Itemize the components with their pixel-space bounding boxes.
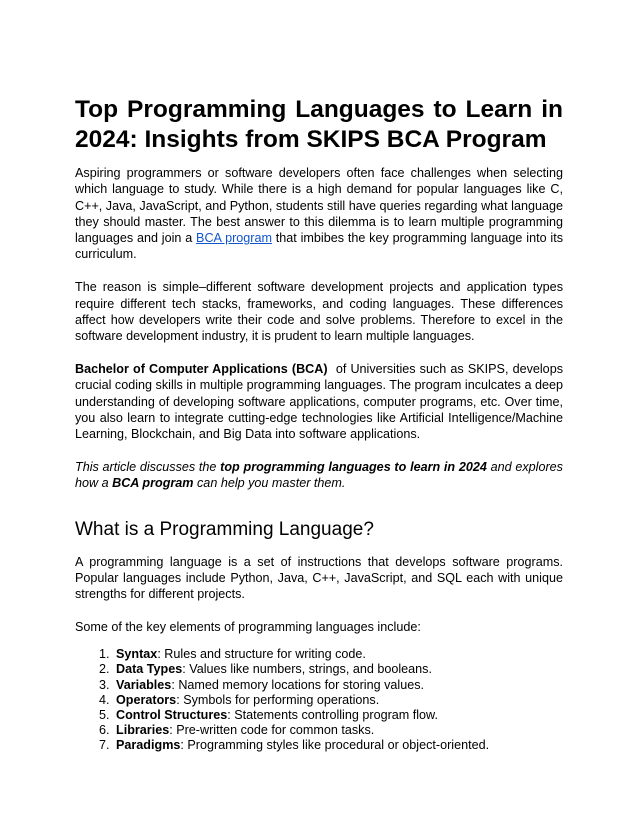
element-term: Variables [116, 677, 172, 692]
note-part3: can help you master them. [193, 476, 346, 491]
element-term: Data Types [116, 662, 183, 677]
element-desc: : Symbols for performing operations. [176, 692, 380, 707]
list-item [113, 723, 563, 738]
note-part2: and explores how a [75, 459, 563, 491]
element-desc: : Programming styles like procedural or object-oriented. [180, 738, 490, 753]
element-term: Paradigms [116, 738, 181, 753]
element-term: Operators [116, 692, 177, 707]
intro-text-after-link: that imbibes the key programming language into its curriculum. [75, 231, 563, 262]
element-term: Control Structures [116, 708, 228, 723]
document-page [75, 95, 567, 754]
list-item [113, 647, 563, 662]
element-desc: : Pre-written code for common tasks. [169, 723, 375, 738]
bca-paragraph [75, 361, 567, 442]
element-desc: : Rules and structure for writing code. [157, 647, 366, 662]
bca-program-link[interactable]: BCA program [196, 231, 272, 246]
bca-bold-lead: Bachelor of Computer Applications (BCA) [75, 361, 328, 376]
element-desc: : Statements controlling program flow. [227, 708, 438, 723]
intro-paragraph [75, 165, 563, 263]
bca-paragraph-text: of Universities such as SKIPS, develops crucial coding skills in multiple programming languages. The program inculcates a deep understanding of developing software applications, computer programs, etc. Over time, you also learn to integrate cutting-edge technologies like Artificial Intelligence/Machine Learning, Blockchain, and Big Data into software applications. [75, 361, 567, 442]
section-heading: What is a Programming Language? [75, 518, 374, 540]
elements-list [75, 647, 563, 753]
list-item [113, 708, 563, 723]
elements-intro: Some of the key elements of programming languages include: [75, 619, 421, 634]
page-title: Top Programming Languages to Learn in 2024: Insights from SKIPS BCA Program [75, 96, 563, 153]
article-note-paragraph [75, 459, 563, 492]
list-item [113, 662, 563, 677]
element-term: Libraries [116, 723, 170, 738]
element-desc: : Values like numbers, strings, and booleans. [182, 662, 432, 677]
element-desc: : Named memory locations for storing values. [171, 677, 425, 692]
list-item [113, 693, 563, 708]
list-item [113, 678, 563, 693]
note-bold-bca: BCA program [112, 476, 194, 491]
reason-paragraph: The reason is simple–different software development projects and application types require different tech stacks, frameworks, and coding languages. These differences affect how developers write their code and solve problems. Therefore to excel in the software development industry, it is prudent to learn multiple languages. [75, 280, 563, 344]
element-term: Syntax [116, 647, 158, 662]
note-bold-topic: top programming languages to learn in 2024 [220, 459, 487, 474]
definition-paragraph: A programming language is a set of instructions that develops software programs. Popular languages include Python, Java, C++, JavaScript, and SQL each with unique strengths for different projects. [75, 554, 563, 602]
list-item [113, 738, 563, 753]
intro-text: Aspiring programmers or software developers often face challenges when selecting which language to study. While there is a high demand for popular languages like C, C++, Java, JavaScript, and Python, students still have queries regarding what language they should master. The best answer to this dilemma is to learn multiple programming languages and join a [75, 166, 563, 246]
note-part1: This article discusses the [75, 459, 221, 474]
